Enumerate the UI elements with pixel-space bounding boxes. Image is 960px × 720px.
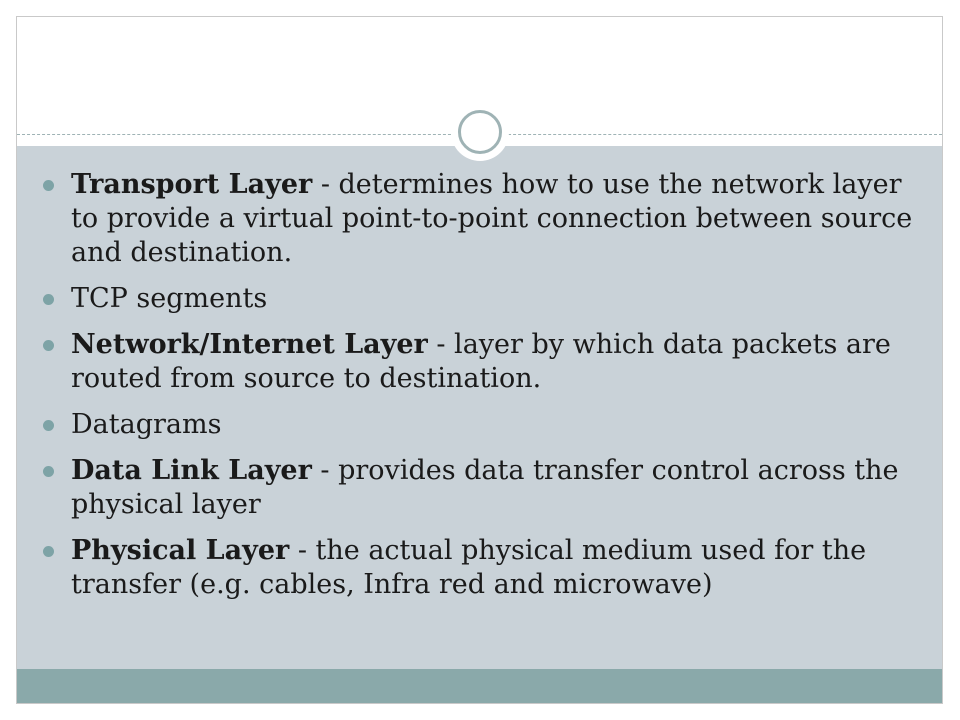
bullet-dot-icon: [43, 546, 54, 557]
slide: [16, 16, 943, 704]
bullet-dot-icon: [43, 294, 54, 305]
bullet-text: - determines how to use the network layer to provide a virtual point-to-point connection between source and destination.: [71, 169, 913, 268]
bullet-term: Data Link Layer: [71, 455, 312, 486]
bullet-text: Datagrams: [71, 409, 222, 440]
bullet-list: [43, 168, 923, 614]
bullet-dot-icon: [43, 340, 54, 351]
bullet-dot-icon: [43, 180, 54, 191]
bullet-text: - the actual physical medium used for the transfer (e.g. cables, Infra red and microwave): [71, 535, 867, 600]
bullet-text: - layer by which data packets are routed from source to destination.: [71, 329, 891, 394]
bullet-text: TCP segments: [71, 283, 268, 314]
bullet-text: - provides data transfer control across the physical layer: [71, 455, 899, 520]
bullet-term: Physical Layer: [71, 535, 290, 566]
bullet-network-layer: [43, 328, 923, 396]
bullet-physical-layer: [43, 534, 923, 602]
bullet-transport-layer: [43, 168, 923, 270]
circle-ring-icon: [458, 110, 502, 154]
bullet-tcp-segments: [43, 282, 923, 316]
circle-ornament: [451, 103, 509, 161]
bullet-term: Transport Layer: [71, 169, 313, 200]
bullet-term: Network/Internet Layer: [71, 329, 428, 360]
bullet-datagrams: [43, 408, 923, 442]
slide-footer-band: [17, 669, 942, 703]
bullet-dot-icon: [43, 466, 54, 477]
bullet-dot-icon: [43, 420, 54, 431]
bullet-data-link-layer: [43, 454, 923, 522]
